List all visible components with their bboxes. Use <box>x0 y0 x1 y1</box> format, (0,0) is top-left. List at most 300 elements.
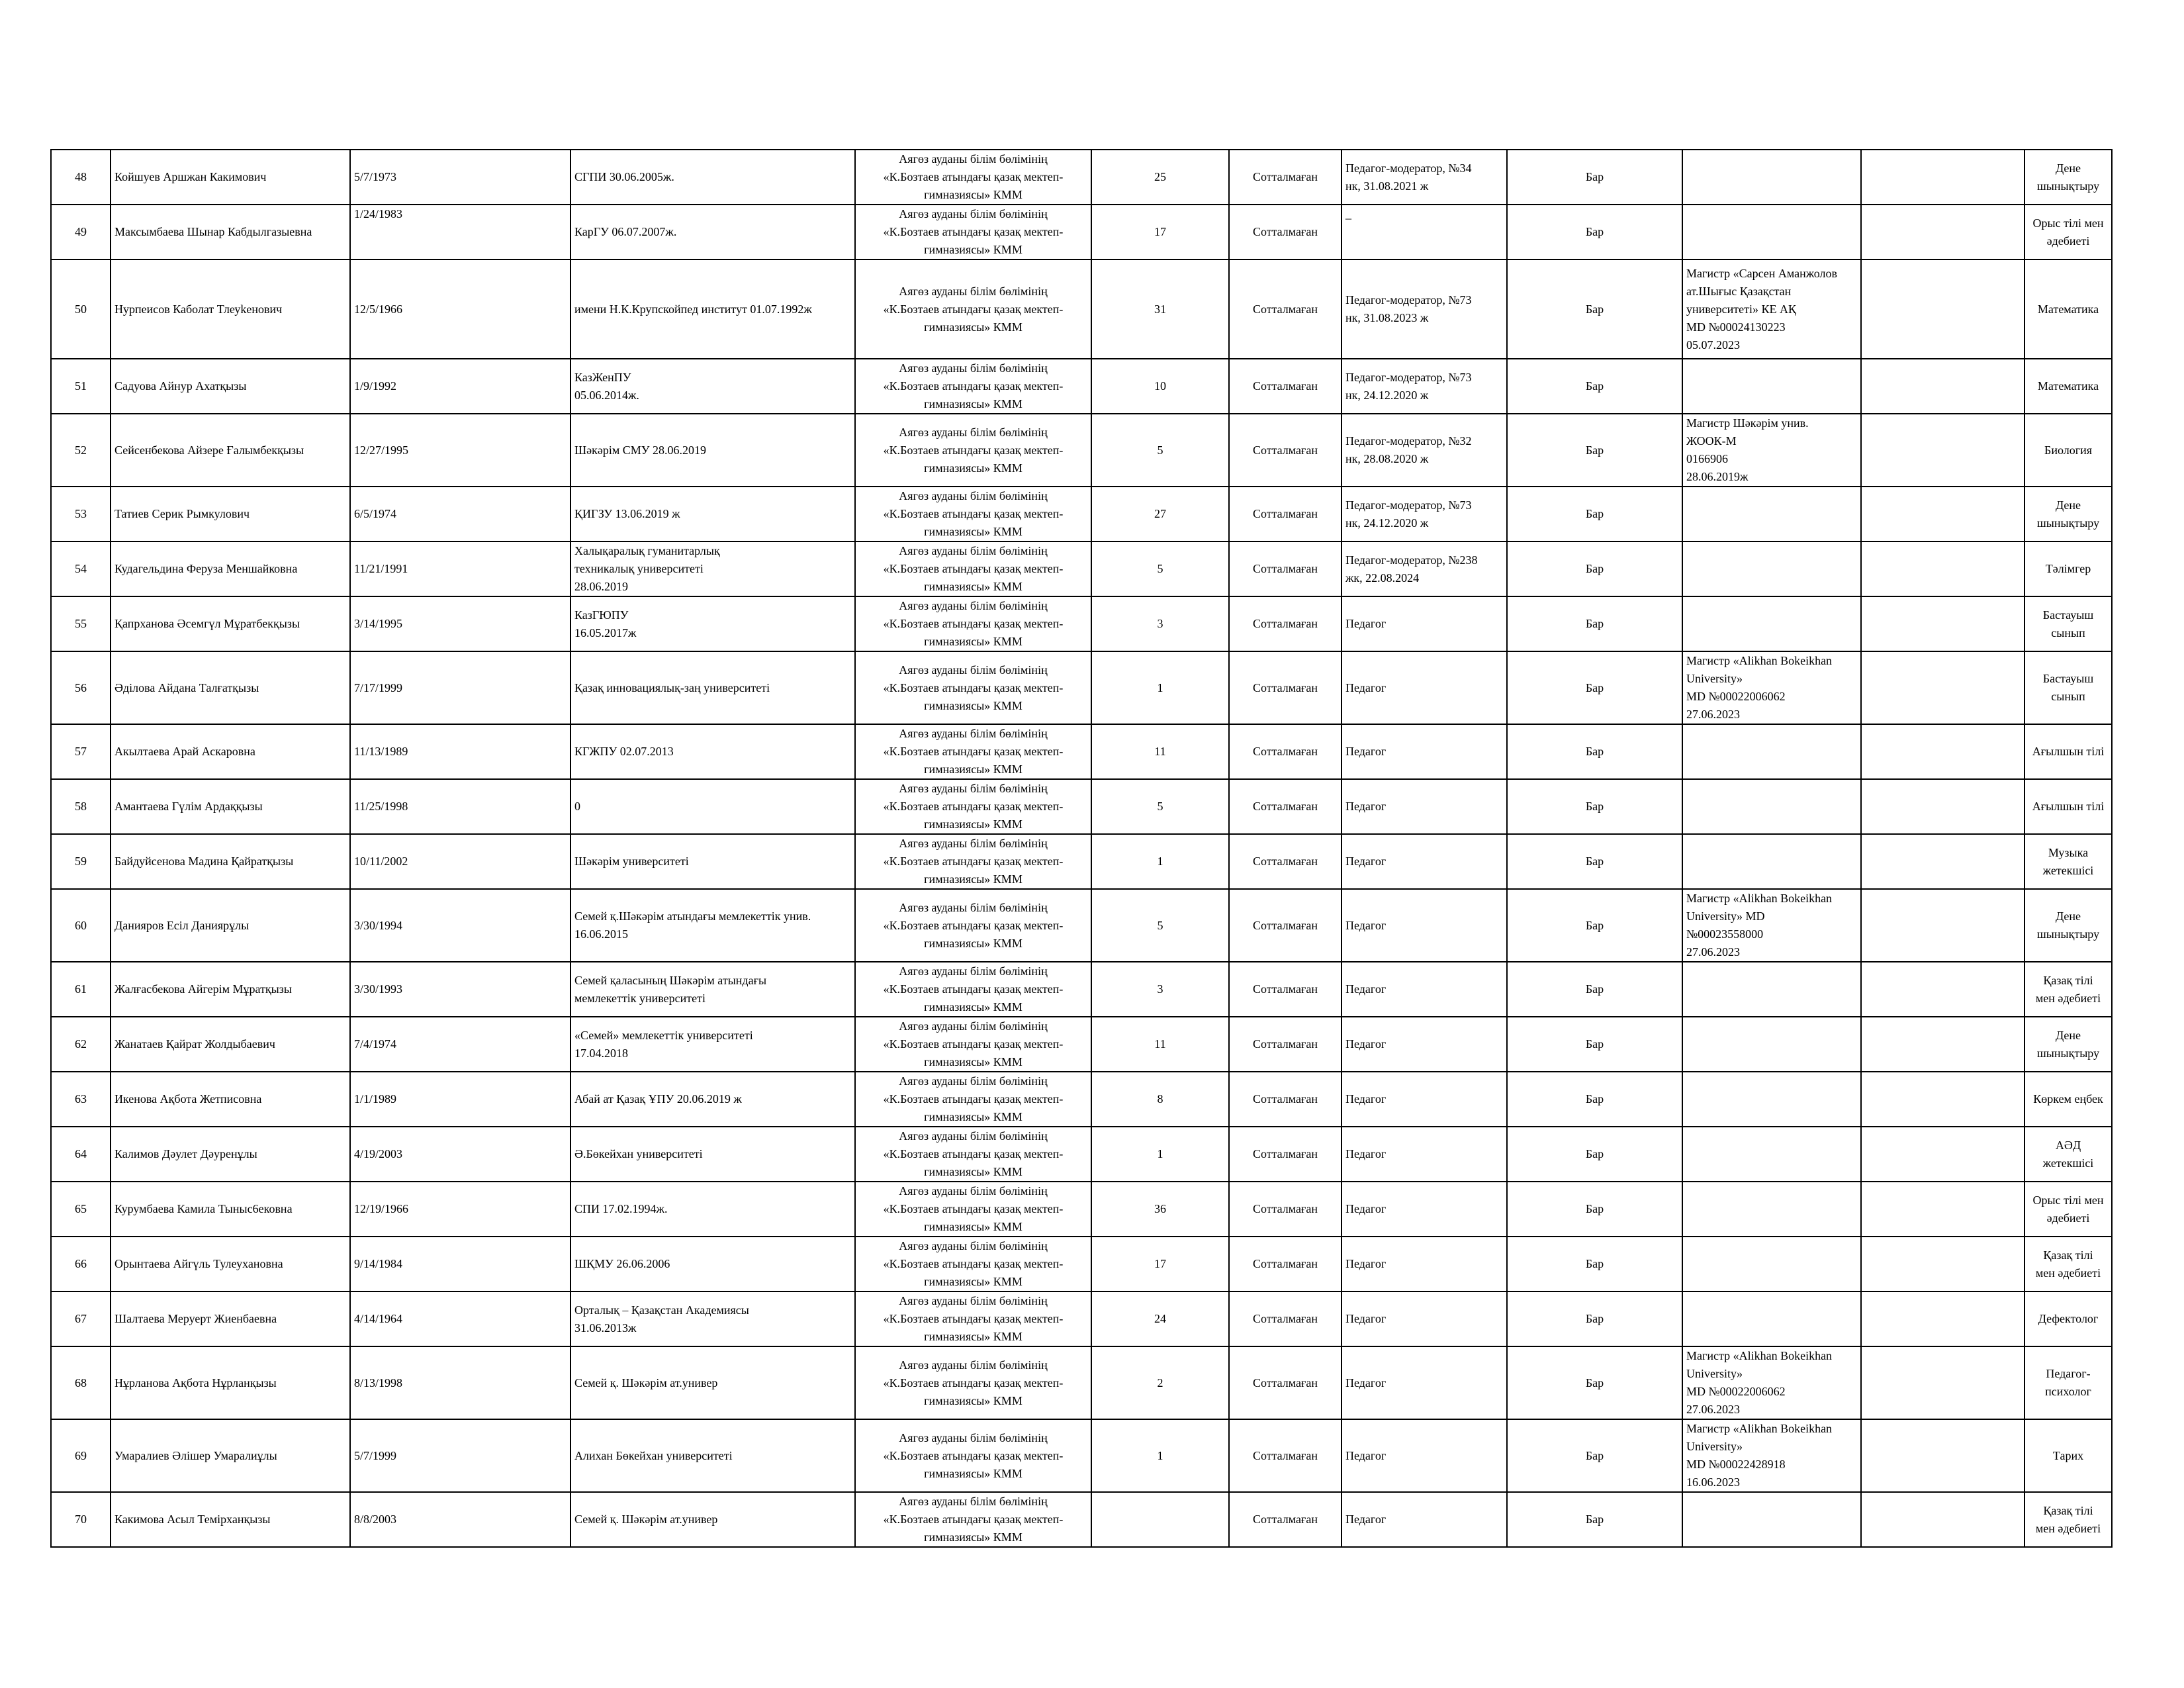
teacher-name: Татиев Серик Рымкулович <box>111 487 350 541</box>
subject: АӘД жетекшісі <box>2025 1127 2112 1182</box>
birth-date: 5/7/1973 <box>350 150 570 205</box>
note <box>1861 596 2025 651</box>
subject: Орыс тілі мен әдебиеті <box>2025 1182 2112 1237</box>
medical-book: Бар <box>1507 834 1682 889</box>
medical-book: Бар <box>1507 205 1682 259</box>
employer: Аягөз ауданы білім бөлімінің «К.Бозтаев атындағы қазақ мектеп- гимназиясы» КММ <box>855 724 1091 779</box>
masters-degree <box>1682 962 1861 1017</box>
subject: Бастауыш сынып <box>2025 651 2112 724</box>
teacher-name: Курумбаева Камила Тыныс6ековна <box>111 1182 350 1237</box>
teacher-name: Жалғасбекова Айгерім Мұратқызы <box>111 962 350 1017</box>
masters-degree <box>1682 596 1861 651</box>
medical-book: Бар <box>1507 1492 1682 1547</box>
subject: Дене шынықтыру <box>2025 1017 2112 1072</box>
education: Семей қ. Шәкәрім ат.универ <box>570 1492 855 1547</box>
qualification-category: Педагог <box>1342 1017 1507 1072</box>
criminal-record: Сотталмаған <box>1229 834 1342 889</box>
note <box>1861 1237 2025 1291</box>
education: Ә.Бөкейхан университеті <box>570 1127 855 1182</box>
birth-date: 3/14/1995 <box>350 596 570 651</box>
table-row <box>51 205 2112 259</box>
criminal-record: Сотталмаған <box>1229 1182 1342 1237</box>
masters-degree <box>1682 541 1861 596</box>
row-number: 60 <box>51 889 111 962</box>
qualification-category: Педагог-модератор, №73 нк, 24.12.2020 ж <box>1342 487 1507 541</box>
medical-book: Бар <box>1507 414 1682 487</box>
teacher-name: Калимов Дәулет Дәуренұлы <box>111 1127 350 1182</box>
criminal-record: Сотталмаған <box>1229 1017 1342 1072</box>
qualification-category: Педагог-модератор, №73 нк, 31.08.2023 ж <box>1342 259 1507 359</box>
row-number: 51 <box>51 359 111 414</box>
employer: Аягөз ауданы білім бөлімінің «К.Бозтаев атындағы қазақ мектеп- гимназиясы» КММ <box>855 487 1091 541</box>
masters-degree <box>1682 1291 1861 1346</box>
education: Семей қаласының Шәкәрім атындағы мемлекеттік университеті <box>570 962 855 1017</box>
qualification-category: Педагог <box>1342 834 1507 889</box>
row-number: 63 <box>51 1072 111 1127</box>
subject: Қазақ тілі мен әдебиеті <box>2025 1237 2112 1291</box>
row-number: 52 <box>51 414 111 487</box>
note <box>1861 651 2025 724</box>
subject: Биология <box>2025 414 2112 487</box>
education: Шәкәрім университеті <box>570 834 855 889</box>
qualification-category: Педагог <box>1342 1291 1507 1346</box>
note <box>1861 1346 2025 1419</box>
masters-degree <box>1682 1182 1861 1237</box>
row-number: 67 <box>51 1291 111 1346</box>
education: Алихан Бөкейхан университеті <box>570 1419 855 1492</box>
birth-date: 12/5/1966 <box>350 259 570 359</box>
employer: Аягөз ауданы білім бөлімінің «К.Бозтаев атындағы қазақ мектеп- гимназиясы» КММ <box>855 834 1091 889</box>
teacher-name: Умаралиев Әлішер Умаралиұлы <box>111 1419 350 1492</box>
experience-years: 11 <box>1091 724 1229 779</box>
note <box>1861 1291 2025 1346</box>
table-row <box>51 1072 2112 1127</box>
masters-degree <box>1682 1492 1861 1547</box>
birth-date: 1/1/1989 <box>350 1072 570 1127</box>
row-number: 59 <box>51 834 111 889</box>
note <box>1861 1492 2025 1547</box>
medical-book: Бар <box>1507 359 1682 414</box>
birth-date: 3/30/1993 <box>350 962 570 1017</box>
table-row <box>51 724 2112 779</box>
criminal-record: Сотталмаған <box>1229 651 1342 724</box>
table-row <box>51 651 2112 724</box>
education: КазЖенПУ 05.06.2014ж. <box>570 359 855 414</box>
birth-date: 1/24/1983 <box>350 205 570 259</box>
masters-degree <box>1682 205 1861 259</box>
birth-date: 5/7/1999 <box>350 1419 570 1492</box>
row-number: 56 <box>51 651 111 724</box>
row-number: 64 <box>51 1127 111 1182</box>
employer: Аягөз ауданы білім бөлімінің «К.Бозтаев атындағы қазақ мектеп- гимназиясы» КММ <box>855 1237 1091 1291</box>
birth-date: 1/9/1992 <box>350 359 570 414</box>
note <box>1861 834 2025 889</box>
experience-years: 3 <box>1091 962 1229 1017</box>
subject: Көркем еңбек <box>2025 1072 2112 1127</box>
subject: Ағылшын тілі <box>2025 724 2112 779</box>
education: Абай ат Қазақ ҰПУ 20.06.2019 ж <box>570 1072 855 1127</box>
criminal-record: Сотталмаған <box>1229 962 1342 1017</box>
experience-years: 36 <box>1091 1182 1229 1237</box>
experience-years: 31 <box>1091 259 1229 359</box>
table-row <box>51 779 2112 834</box>
table-row <box>51 541 2112 596</box>
criminal-record: Сотталмаған <box>1229 541 1342 596</box>
education: КГЖПУ 02.07.2013 <box>570 724 855 779</box>
teacher-name: Әділова Айдана Талғатқызы <box>111 651 350 724</box>
medical-book: Бар <box>1507 487 1682 541</box>
experience-years: 5 <box>1091 779 1229 834</box>
row-number: 54 <box>51 541 111 596</box>
table-row <box>51 1419 2112 1492</box>
employer: Аягөз ауданы білім бөлімінің «К.Бозтаев атындағы қазақ мектеп- гимназиясы» КММ <box>855 779 1091 834</box>
note <box>1861 541 2025 596</box>
medical-book: Бар <box>1507 1182 1682 1237</box>
teacher-name: Байдуйсенова Мадина Қайратқызы <box>111 834 350 889</box>
criminal-record: Сотталмаған <box>1229 150 1342 205</box>
table-row <box>51 1346 2112 1419</box>
medical-book: Бар <box>1507 889 1682 962</box>
medical-book: Бар <box>1507 1346 1682 1419</box>
table-row <box>51 1492 2112 1547</box>
education: «Семей» мемлекеттік университеті 17.04.2018 <box>570 1017 855 1072</box>
table-row <box>51 1291 2112 1346</box>
employer: Аягөз ауданы білім бөлімінің «К.Бозтаев атындағы қазақ мектеп- гимназиясы» КММ <box>855 1291 1091 1346</box>
birth-date: 7/17/1999 <box>350 651 570 724</box>
education: имени Н.К.Крупскойпед институт 01.07.1992ж <box>570 259 855 359</box>
experience-years: 1 <box>1091 651 1229 724</box>
experience-years: 5 <box>1091 889 1229 962</box>
teacher-name: Шалтаева Меруерт Жиенбаевна <box>111 1291 350 1346</box>
teacher-name: Нурпеисов Каболат Тлеуkенович <box>111 259 350 359</box>
birth-date: 4/14/1964 <box>350 1291 570 1346</box>
table-row <box>51 487 2112 541</box>
teacher-name: Акылтаева Арай Аскаровна <box>111 724 350 779</box>
experience-years: 5 <box>1091 414 1229 487</box>
table-row <box>51 962 2112 1017</box>
masters-degree <box>1682 359 1861 414</box>
birth-date: 6/5/1974 <box>350 487 570 541</box>
row-number: 58 <box>51 779 111 834</box>
note <box>1861 259 2025 359</box>
teacher-name: Садуова Айнур Ахатқызы <box>111 359 350 414</box>
qualification-category: Педагог <box>1342 1127 1507 1182</box>
qualification-category: Педагог <box>1342 1492 1507 1547</box>
subject: Дене шынықтыру <box>2025 150 2112 205</box>
experience-years <box>1091 1492 1229 1547</box>
subject: Тарих <box>2025 1419 2112 1492</box>
experience-years: 25 <box>1091 150 1229 205</box>
subject: Музыка жетекшісі <box>2025 834 2112 889</box>
employer: Аягөз ауданы білім бөлімінің «К.Бозтаев атындағы қазақ мектеп- гимназиясы» КММ <box>855 651 1091 724</box>
medical-book: Бар <box>1507 150 1682 205</box>
experience-years: 10 <box>1091 359 1229 414</box>
subject: Орыс тілі мен әдебиеті <box>2025 205 2112 259</box>
criminal-record: Сотталмаған <box>1229 1346 1342 1419</box>
birth-date: 4/19/2003 <box>350 1127 570 1182</box>
staff-table <box>50 149 2113 1548</box>
birth-date: 12/19/1966 <box>350 1182 570 1237</box>
qualification-category: Педагог-модератор, №238 жк, 22.08.2024 <box>1342 541 1507 596</box>
note <box>1861 1419 2025 1492</box>
criminal-record: Сотталмаған <box>1229 724 1342 779</box>
table-row <box>51 596 2112 651</box>
experience-years: 1 <box>1091 1127 1229 1182</box>
masters-degree: Магистр «Alikhan Bokeikhan University» MD №00022006062 27.06.2023 <box>1682 651 1861 724</box>
masters-degree <box>1682 1237 1861 1291</box>
teacher-name: Амантаева Гүлім Ардаққызы <box>111 779 350 834</box>
medical-book: Бар <box>1507 962 1682 1017</box>
experience-years: 24 <box>1091 1291 1229 1346</box>
experience-years: 1 <box>1091 1419 1229 1492</box>
birth-date: 8/8/2003 <box>350 1492 570 1547</box>
experience-years: 3 <box>1091 596 1229 651</box>
subject: Қазақ тілі мен әдебиеті <box>2025 962 2112 1017</box>
education: КазГЮПУ 16.05.2017ж <box>570 596 855 651</box>
masters-degree <box>1682 1072 1861 1127</box>
criminal-record: Сотталмаған <box>1229 414 1342 487</box>
birth-date: 8/13/1998 <box>350 1346 570 1419</box>
qualification-category: Педагог <box>1342 1346 1507 1419</box>
subject: Тәлімгер <box>2025 541 2112 596</box>
masters-degree <box>1682 834 1861 889</box>
teacher-name: Данияров Есіл Даниярұлы <box>111 889 350 962</box>
birth-date: 3/30/1994 <box>350 889 570 962</box>
employer: Аягөз ауданы білім бөлімінің «К.Бозтаев атындағы қазақ мектеп- гимназиясы» КММ <box>855 259 1091 359</box>
qualification-category: Педагог-модератор, №32 нк, 28.08.2020 ж <box>1342 414 1507 487</box>
medical-book: Бар <box>1507 1127 1682 1182</box>
birth-date: 9/14/1984 <box>350 1237 570 1291</box>
employer: Аягөз ауданы білім бөлімінің «К.Бозтаев атындағы қазақ мектеп- гимназиясы» КММ <box>855 1346 1091 1419</box>
note <box>1861 414 2025 487</box>
subject: Дене шынықтыру <box>2025 487 2112 541</box>
criminal-record: Сотталмаған <box>1229 1419 1342 1492</box>
criminal-record: Сотталмаған <box>1229 359 1342 414</box>
note <box>1861 150 2025 205</box>
criminal-record: Сотталмаған <box>1229 1492 1342 1547</box>
note <box>1861 1127 2025 1182</box>
subject: Дене шынықтыру <box>2025 889 2112 962</box>
subject: Дефектолог <box>2025 1291 2112 1346</box>
masters-degree <box>1682 779 1861 834</box>
medical-book: Бар <box>1507 1419 1682 1492</box>
employer: Аягөз ауданы білім бөлімінің «К.Бозтаев атындағы қазақ мектеп- гимназиясы» КММ <box>855 596 1091 651</box>
employer: Аягөз ауданы білім бөлімінің «К.Бозтаев атындағы қазақ мектеп- гимназиясы» КММ <box>855 414 1091 487</box>
birth-date: 7/4/1974 <box>350 1017 570 1072</box>
teacher-name: Нұрланова Ақбота Нұрланқызы <box>111 1346 350 1419</box>
teacher-name: Какимова Асыл Темірханқызы <box>111 1492 350 1547</box>
education: Орталық – Қазақстан Академиясы 31.06.2013ж <box>570 1291 855 1346</box>
qualification-category: Педагог <box>1342 779 1507 834</box>
note <box>1861 962 2025 1017</box>
criminal-record: Сотталмаған <box>1229 205 1342 259</box>
qualification-category: Педагог <box>1342 1237 1507 1291</box>
note <box>1861 1072 2025 1127</box>
masters-degree: Магистр «Alikhan Bokeikhan University» MD №00022428918 16.06.2023 <box>1682 1419 1861 1492</box>
medical-book: Бар <box>1507 259 1682 359</box>
experience-years: 17 <box>1091 1237 1229 1291</box>
education: Шәкәрім СМУ 28.06.2019 <box>570 414 855 487</box>
teacher-name: Жанатаев Қайрат Жолдыбаевич <box>111 1017 350 1072</box>
teacher-name: Койшуев Аршжан Какимович <box>111 150 350 205</box>
birth-date: 11/13/1989 <box>350 724 570 779</box>
row-number: 53 <box>51 487 111 541</box>
row-number: 55 <box>51 596 111 651</box>
table-row <box>51 1127 2112 1182</box>
table-row <box>51 889 2112 962</box>
birth-date: 11/25/1998 <box>350 779 570 834</box>
birth-date: 12/27/1995 <box>350 414 570 487</box>
birth-date: 11/21/1991 <box>350 541 570 596</box>
row-number: 61 <box>51 962 111 1017</box>
note <box>1861 724 2025 779</box>
education: 0 <box>570 779 855 834</box>
criminal-record: Сотталмаған <box>1229 487 1342 541</box>
teacher-name: Кудагельдина Феруза Меншайковна <box>111 541 350 596</box>
subject: Математика <box>2025 259 2112 359</box>
criminal-record: Сотталмаған <box>1229 1072 1342 1127</box>
medical-book: Бар <box>1507 724 1682 779</box>
teacher-name: Икенова Ақбота Жетписовна <box>111 1072 350 1127</box>
medical-book: Бар <box>1507 1072 1682 1127</box>
qualification-category: Педагог <box>1342 1419 1507 1492</box>
masters-degree: Магистр «Сарсен Аманжолов ат.Шығыс Қазақстан университеті» КЕ АҚ MD №00024130223 05.07.2023 <box>1682 259 1861 359</box>
row-number: 69 <box>51 1419 111 1492</box>
subject: Бастауыш сынып <box>2025 596 2112 651</box>
education: Халықаралық гуманитарлық техникалық университеті 28.06.2019 <box>570 541 855 596</box>
qualification-category: Педагог <box>1342 651 1507 724</box>
note <box>1861 359 2025 414</box>
experience-years: 5 <box>1091 541 1229 596</box>
table-row <box>51 1182 2112 1237</box>
employer: Аягөз ауданы білім бөлімінің «К.Бозтаев атындағы қазақ мектеп- гимназиясы» КММ <box>855 889 1091 962</box>
masters-degree <box>1682 1017 1861 1072</box>
experience-years: 2 <box>1091 1346 1229 1419</box>
criminal-record: Сотталмаған <box>1229 259 1342 359</box>
medical-book: Бар <box>1507 541 1682 596</box>
education: СГПИ 30.06.2005ж. <box>570 150 855 205</box>
criminal-record: Сотталмаған <box>1229 889 1342 962</box>
note <box>1861 1017 2025 1072</box>
qualification-category: Педагог-модератор, №34 нк, 31.08.2021 ж <box>1342 150 1507 205</box>
medical-book: Бар <box>1507 1291 1682 1346</box>
criminal-record: Сотталмаған <box>1229 596 1342 651</box>
medical-book: Бар <box>1507 1017 1682 1072</box>
note <box>1861 487 2025 541</box>
teacher-name: Орынтаева Айгүль Тулеухановна <box>111 1237 350 1291</box>
subject: Математика <box>2025 359 2112 414</box>
masters-degree <box>1682 1127 1861 1182</box>
row-number: 50 <box>51 259 111 359</box>
employer: Аягөз ауданы білім бөлімінің «К.Бозтаев атындағы қазақ мектеп- гимназиясы» КММ <box>855 1492 1091 1547</box>
table-body <box>51 150 2112 1547</box>
experience-years: 11 <box>1091 1017 1229 1072</box>
employer: Аягөз ауданы білім бөлімінің «К.Бозтаев атындағы қазақ мектеп- гимназиясы» КММ <box>855 541 1091 596</box>
medical-book: Бар <box>1507 779 1682 834</box>
masters-degree: Магистр Шәкәрім унив. ЖООК-М 0166906 28.06.2019ж <box>1682 414 1861 487</box>
employer: Аягөз ауданы білім бөлімінің «К.Бозтаев атындағы қазақ мектеп- гимназиясы» КММ <box>855 1182 1091 1237</box>
masters-degree: Магистр «Alikhan Bokeikhan University» MD №00023558000 27.06.2023 <box>1682 889 1861 962</box>
subject: Педагог- психолог <box>2025 1346 2112 1419</box>
medical-book: Бар <box>1507 596 1682 651</box>
masters-degree <box>1682 150 1861 205</box>
table-row <box>51 834 2112 889</box>
criminal-record: Сотталмаған <box>1229 1237 1342 1291</box>
employer: Аягөз ауданы білім бөлімінің «К.Бозтаев атындағы қазақ мектеп- гимназиясы» КММ <box>855 1017 1091 1072</box>
experience-years: 27 <box>1091 487 1229 541</box>
teacher-name: Қапрханова Әсемгүл Мұратбекқызы <box>111 596 350 651</box>
education: СПИ 17.02.1994ж. <box>570 1182 855 1237</box>
birth-date: 10/11/2002 <box>350 834 570 889</box>
row-number: 65 <box>51 1182 111 1237</box>
qualification-category: Педагог-модератор, №73 нк, 24.12.2020 ж <box>1342 359 1507 414</box>
qualification-category: Педагог <box>1342 962 1507 1017</box>
qualification-category: Педагог <box>1342 889 1507 962</box>
criminal-record: Сотталмаған <box>1229 1291 1342 1346</box>
row-number: 68 <box>51 1346 111 1419</box>
education: Семей қ. Шәкәрім ат.универ <box>570 1346 855 1419</box>
employer: Аягөз ауданы білім бөлімінің «К.Бозтаев атындағы қазақ мектеп- гимназиясы» КММ <box>855 150 1091 205</box>
criminal-record: Сотталмаған <box>1229 779 1342 834</box>
education: ШҚМУ 26.06.2006 <box>570 1237 855 1291</box>
employer: Аягөз ауданы білім бөлімінің «К.Бозтаев атындағы қазақ мектеп- гимназиясы» КММ <box>855 1127 1091 1182</box>
note <box>1861 205 2025 259</box>
employer: Аягөз ауданы білім бөлімінің «К.Бозтаев атындағы қазақ мектеп- гимназиясы» КММ <box>855 359 1091 414</box>
education: ҚИГЗУ 13.06.2019 ж <box>570 487 855 541</box>
education: Қазақ инновациялық-заң университеті <box>570 651 855 724</box>
table-row <box>51 1017 2112 1072</box>
employer: Аягөз ауданы білім бөлімінің «К.Бозтаев атындағы қазақ мектеп- гимназиясы» КММ <box>855 1419 1091 1492</box>
note <box>1861 1182 2025 1237</box>
masters-degree <box>1682 724 1861 779</box>
qualification-category: Педагог <box>1342 1072 1507 1127</box>
subject: Қазақ тілі мен әдебиеті <box>2025 1492 2112 1547</box>
qualification-category: Педагог <box>1342 724 1507 779</box>
medical-book: Бар <box>1507 1237 1682 1291</box>
note <box>1861 779 2025 834</box>
row-number: 57 <box>51 724 111 779</box>
row-number: 66 <box>51 1237 111 1291</box>
masters-degree: Магистр «Alikhan Bokeikhan University» MD №00022006062 27.06.2023 <box>1682 1346 1861 1419</box>
teacher-name: Сейсенбекова Айзере Ғалымбекқызы <box>111 414 350 487</box>
qualification-category: Педагог <box>1342 1182 1507 1237</box>
education: Семей қ.Шәкәрім атындағы мемлекеттік унив. 16.06.2015 <box>570 889 855 962</box>
masters-degree <box>1682 487 1861 541</box>
experience-years: 17 <box>1091 205 1229 259</box>
employer: Аягөз ауданы білім бөлімінің «К.Бозтаев атындағы қазақ мектеп- гимназиясы» КММ <box>855 962 1091 1017</box>
table-row <box>51 1237 2112 1291</box>
row-number: 48 <box>51 150 111 205</box>
table-row <box>51 259 2112 359</box>
table-row <box>51 150 2112 205</box>
qualification-category: _ <box>1342 205 1507 259</box>
education: КарГУ 06.07.2007ж. <box>570 205 855 259</box>
row-number: 70 <box>51 1492 111 1547</box>
teacher-name: Максымбаева Шынар Кабдылгазыевна <box>111 205 350 259</box>
experience-years: 1 <box>1091 834 1229 889</box>
employer: Аягөз ауданы білім бөлімінің «К.Бозтаев атындағы қазақ мектеп- гимназиясы» КММ <box>855 205 1091 259</box>
table-row <box>51 359 2112 414</box>
note <box>1861 889 2025 962</box>
row-number: 62 <box>51 1017 111 1072</box>
criminal-record: Сотталмаған <box>1229 1127 1342 1182</box>
row-number: 49 <box>51 205 111 259</box>
medical-book: Бар <box>1507 651 1682 724</box>
experience-years: 8 <box>1091 1072 1229 1127</box>
table-row <box>51 414 2112 487</box>
qualification-category: Педагог <box>1342 596 1507 651</box>
employer: Аягөз ауданы білім бөлімінің «К.Бозтаев атындағы қазақ мектеп- гимназиясы» КММ <box>855 1072 1091 1127</box>
